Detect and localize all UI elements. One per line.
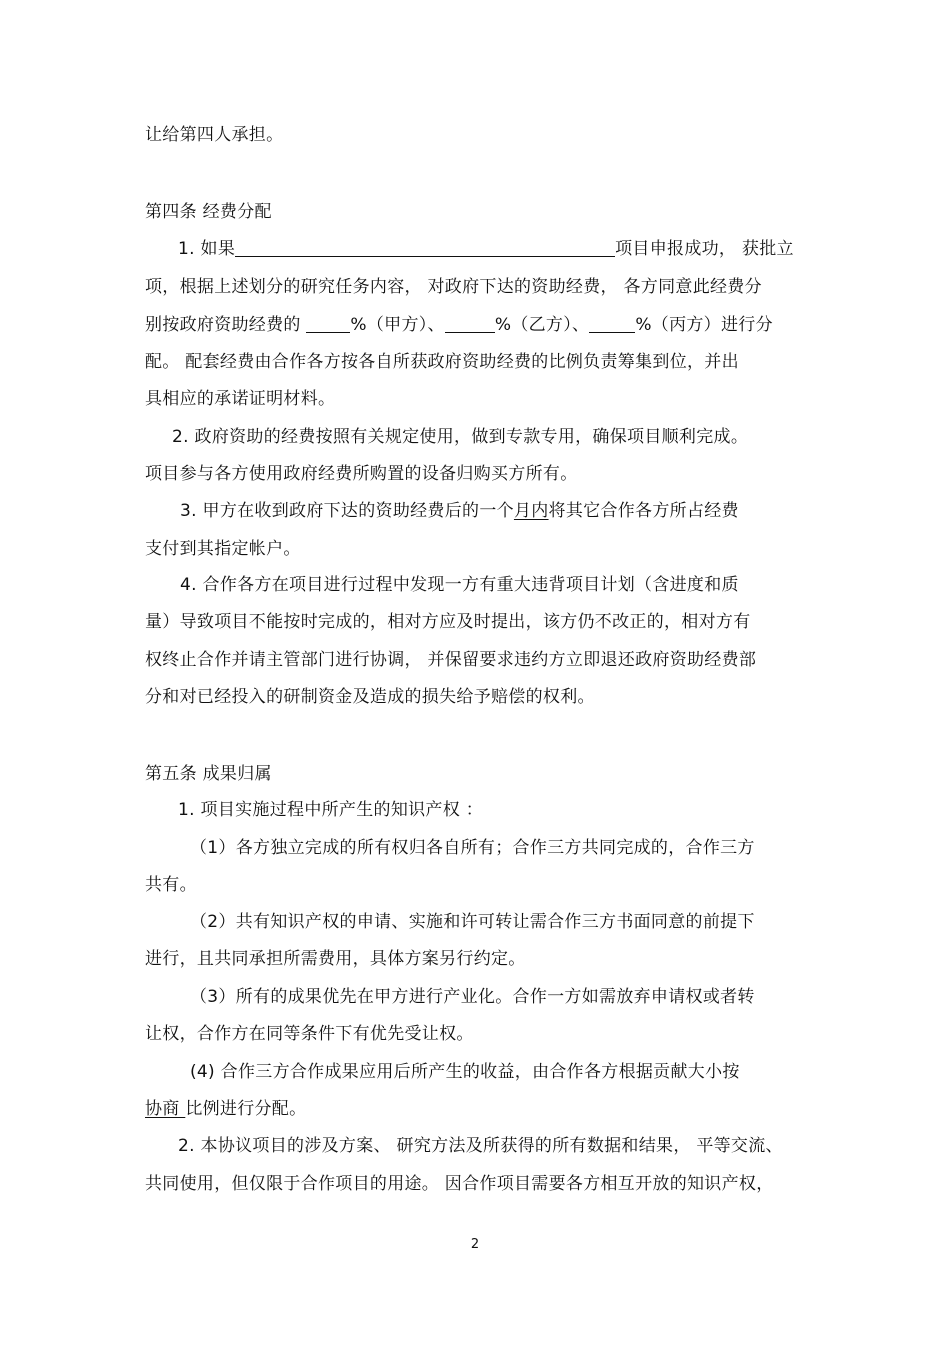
text-line: 项，根据上述划分的研究任务内容， 对政府下达的资助经费， 各方同意此经费分 — [145, 277, 762, 297]
text-line: (4) 合作三方合作成果应用后所产生的收益，由合作各方根据贡献大小按 — [190, 1062, 740, 1082]
text-line: 4. 合作各方在项目进行过程中发现一方有重大违背项目计划（含进度和质 — [180, 575, 739, 595]
text-line: 配。 配套经费由合作各方按各自所获政府资助经费的比例负责筹集到位，并出 — [145, 352, 739, 372]
text-line: （3）所有的成果优先在甲方进行产业化。合作一方如需放弃申请权或者转 — [190, 987, 755, 1007]
text-line: 3. 甲方在收到政府下达的资助经费后的一个月内将其它合作各方所占经费 — [180, 501, 739, 521]
text-line: 1. 如果 项目申报成功， 获批立 — [178, 239, 794, 259]
fill-in-blank — [235, 238, 615, 257]
text-line: 共同使用，但仅限于合作项目的用途。 因合作项目需要各方相互开放的知识产权， — [145, 1174, 774, 1194]
text-line: 权终止合作并请主管部门进行协调， 并保留要求违约方立即退还政府资助经费部 — [145, 650, 757, 670]
text-line: 项目参与各方使用政府经费所购置的设备归购买方所有。 — [145, 464, 578, 484]
text-line: 2. 政府资助的经费按照有关规定使用，做到专款专用，确保项目顺利完成。 — [172, 427, 749, 447]
article-4-heading: 第四条 经费分配 — [145, 202, 272, 222]
text-line: 量）导致项目不能按时完成的，相对方应及时提出，该方仍不改正的，相对方有 — [145, 612, 751, 632]
text-line: 让给第四人承担。 — [145, 125, 284, 145]
text-line: 让权，合作方在同等条件下有优先受让权。 — [145, 1024, 474, 1044]
text-line: （2）共有知识产权的申请、实施和许可转让需合作三方书面同意的前提下 — [190, 912, 755, 932]
text-line: 分和对已经投入的研制资金及造成的损失给予赔偿的权利。 — [145, 687, 595, 707]
text-line: 协商 比例进行分配。 — [145, 1099, 307, 1119]
fill-in-blank — [445, 314, 495, 333]
text-line: 支付到其指定帐户。 — [145, 539, 301, 559]
text-line: 2. 本协议项目的涉及方案、 研究方法及所获得的所有数据和结果， 平等交流、 — [178, 1136, 783, 1156]
text-line: 1. 项目实施过程中所产生的知识产权 ： — [178, 800, 484, 820]
text-line: 进行，且共同承担所需费用，具体方案另行约定。 — [145, 949, 526, 969]
text-line: （1）各方独立完成的所有权归各自所有；合作三方共同完成的，合作三方 — [190, 838, 755, 858]
page-number: 2 — [470, 1237, 480, 1252]
fill-in-blank — [306, 314, 350, 333]
text-line: 别按政府资助经费的 %（甲方）、 %（乙方）、 %（丙方）进行分 — [145, 315, 773, 335]
article-5-heading: 第五条 成果归属 — [145, 764, 272, 784]
text-line: 共有。 — [145, 875, 197, 895]
fill-in-blank — [589, 314, 635, 333]
text-line: 具相应的承诺证明材料。 — [145, 389, 336, 409]
